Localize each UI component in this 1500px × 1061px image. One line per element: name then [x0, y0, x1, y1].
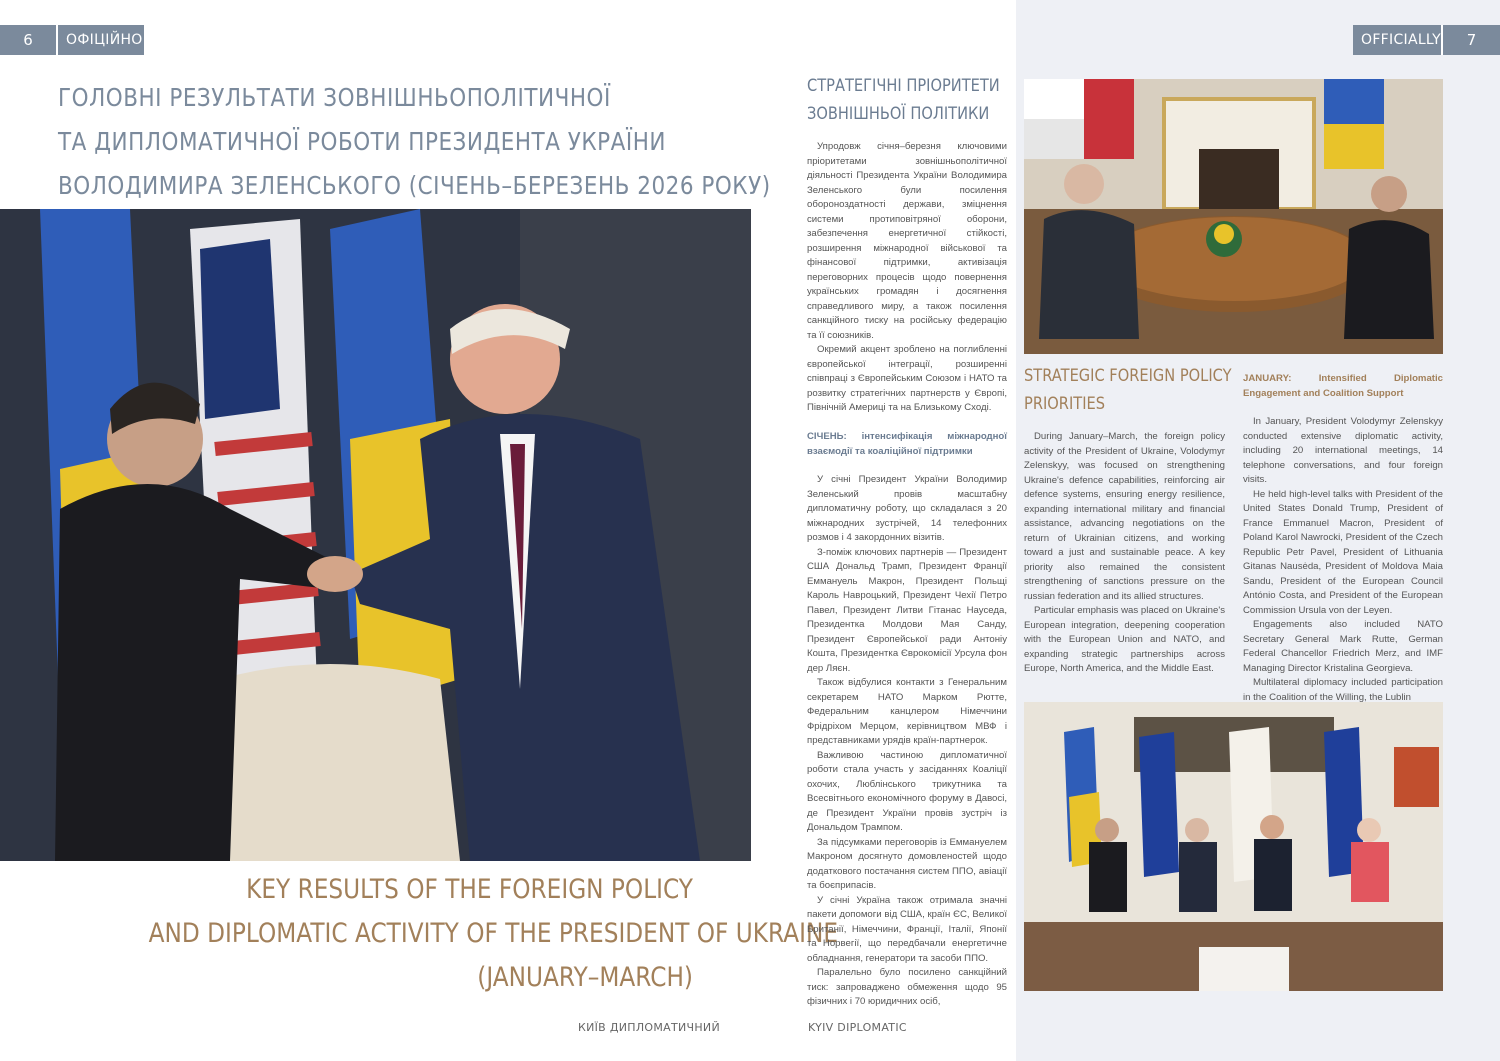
leaders-seated-photo	[1024, 702, 1443, 991]
ukr-section-title-line: ЗОВНІШНЬОЇ ПОЛІТИКИ	[807, 104, 990, 124]
ukr-section-title-line: СТРАТЕГІЧНІ ПРІОРИТЕТИ	[807, 76, 1000, 96]
eng-paragraph: He held high-level talks with President of the United States Donald Trump, President of France Emmanuel Macron, President of Poland Karol Nawrocki, President of the Czech Republic Petr Pavel, President of Lithuania Gitanas Nausėda, President of Moldova Maia Sandu, President of the European Council António Costa, and President of the European Commission Ursula von der Leyen.	[1243, 488, 1443, 616]
eng-january-heading: JANUARY: Intensified Diplomatic Engagement and Coalition Support	[1243, 373, 1443, 399]
english-main-title	[148, 868, 838, 1000]
left-page-tag	[0, 25, 144, 55]
ukr-intro-column	[807, 140, 1007, 416]
eng-paragraph: Engagements also included NATO Secretary General Mark Rutte, German Federal Chancellor Friedrich Merz, and IMF Managing Director Kristalina Georgieva.	[1243, 619, 1443, 674]
ukr-title-line: ВОЛОДИМИРА ЗЕЛЕНСЬКОГО (СІЧЕНЬ–БЕРЕЗЕНЬ 2026 РОКУ)	[58, 171, 771, 200]
eng-title-line: KEY RESULTS OF THE FOREIGN POLICY	[246, 874, 694, 905]
eng-section-title-line: STRATEGIC FOREIGN POLICY	[1024, 366, 1232, 386]
ukr-paragraph: Важливою частиною дипломатичної роботи стала участь у засіданнях Коаліції охочих, Люблінського трикутника та Всесвітнього економічного форуму в Давосі, де Президент України провів зустріч із Дональдом Трампом.	[807, 749, 1007, 833]
handshake-photo	[0, 209, 751, 861]
table-meeting-illustration	[1024, 79, 1443, 354]
eng-january-column	[1243, 372, 1443, 705]
ukr-paragraph: Упродовж січня–березня ключовими пріоритетами зовнішньополітичної діяльності Президента України Володимира Зеленського були посилення обороноздатності держави, зміцнення системи протиповітряної оборони, забезпечення енергетичної стійкості, розширення міжнародної військової та фінансової підтримки, активізація переговорних процесів щодо повернення українських громадян і досягнення справедливого миру, а також посилення санкційного тиску на російську федерацію та її союзників.	[807, 141, 1007, 341]
right-page-number: 7	[1466, 31, 1477, 49]
eng-paragraph: Multilateral diplomacy included participation in the Coalition of the Willing, the Lublin	[1243, 677, 1443, 703]
eng-title-line: (JANUARY–MARCH)	[477, 962, 693, 993]
eng-title-line: AND DIPLOMATIC ACTIVITY OF THE PRESIDENT OF UKRAINE	[148, 918, 838, 949]
ukr-paragraph: У січні Президент України Володимир Зеленський провів масштабну дипломатичну роботу, що складалася з 20 міжнародних зустрічей, 14 телефонних розмов і 4 закордонних візитів.	[807, 474, 1007, 543]
eng-section-title-line: PRIORITIES	[1024, 394, 1106, 414]
ukr-section-title	[807, 72, 1000, 128]
leaders-seated-illustration	[1024, 702, 1443, 991]
ukr-paragraph: З-поміж ключових партнерів — Президент США Дональд Трамп, Президент Франції Еммануель Макрон, Президент Польщі Кароль Навроцький, Президент Чехії Петро Павел, Президент Литви Гітанас Науседа, Президентка Молдови Мая Санду, Президент Європейської ради Антоніу Кошта, Президентка Єврокомісії Урсула фон дер Ляєн.	[807, 546, 1007, 674]
right-page-tag	[1353, 25, 1500, 55]
ukr-paragraph: Паралельно було посилено санкційний тиск: запроваджено обмеження щодо 95 фізичних і 70 юридичних осіб,	[807, 967, 1007, 1007]
ukr-paragraph: У січні Україна також отримала значні пакети допомоги від США, країн ЄС, Великої Британії, Німеччини, Франції, Італії, Японії та Норвегії, що передбачали енергетичне обладнання, генератори та засоби ППО.	[807, 894, 1007, 964]
eng-intro-column	[1024, 430, 1225, 677]
ukr-january-heading: СІЧЕНЬ: інтенсифікація міжнародної взаємодії та коаліційної підтримки	[807, 431, 1007, 457]
ukr-title-line: ТА ДИПЛОМАТИЧНОЇ РОБОТИ ПРЕЗИДЕНТА УКРАЇНИ	[58, 127, 667, 156]
eng-paragraph: Particular emphasis was placed on Ukraine's European integration, deepening cooperation with the European Union and NATO, and expanding strategic partnerships across Europe, North America, and the Middle East.	[1024, 605, 1225, 674]
ukr-title-line: ГОЛОВНІ РЕЗУЛЬТАТИ ЗОВНІШНЬОПОЛІТИЧНОЇ	[58, 83, 611, 112]
left-page-number: 6	[23, 31, 33, 49]
eng-paragraph: In January, President Volodymyr Zelenskyy conducted extensive diplomatic activity, including 20 international meetings, 14 telephone conversations, and four foreign visits.	[1243, 416, 1443, 485]
ukr-paragraph: Також відбулися контакти з Генеральним секретарем НАТО Марком Рютте, Федеральним канцлером Німеччини Фрідріхом Мерцом, керівництвом МВФ і представниками урядів країн-партнерок.	[807, 677, 1007, 746]
ukr-paragraph: За підсумками переговорів із Еммануелем Макроном досягнуто домовленостей щодо додаткового постачання систем ППО, авіації та боєприпасів.	[807, 836, 1007, 891]
eng-section-title	[1024, 362, 1232, 418]
left-page-label: ОФІЦІЙНО	[66, 32, 143, 48]
footer-right: KYIV DIPLOMATIC	[808, 1021, 907, 1034]
ukr-paragraph: Окремий акцент зроблено на поглибленні європейської інтеграції, розширенні співпраці з Європейським Союзом і НАТО та розвитку стратегічних партнерств у Європі, Північній Америці та на Близькому Сході.	[807, 344, 1007, 413]
table-meeting-photo	[1024, 79, 1443, 354]
ukr-january-column	[807, 430, 1007, 1010]
ukrainian-main-title	[58, 76, 771, 208]
right-page-label: OFFICIALLY	[1361, 32, 1442, 48]
eng-paragraph: During January–March, the foreign policy activity of the President of Ukraine, Volodymyr Zelenskyy, was focused on strengthening Ukraine's defence capabilities, reinforcing air defence systems, ensuring energy resilience, expanding international military and financial assistance, advancing negotiations on the return of Ukrainian citizens, and working toward a just and sustainable peace. A key priority also remained the consistent strengthening of sanctions pressure on the russian federation and its allied structures.	[1024, 431, 1225, 602]
footer-left: КИЇВ ДИПЛОМАТИЧНИЙ	[578, 1021, 720, 1034]
handshake-photo-illustration	[0, 209, 751, 861]
